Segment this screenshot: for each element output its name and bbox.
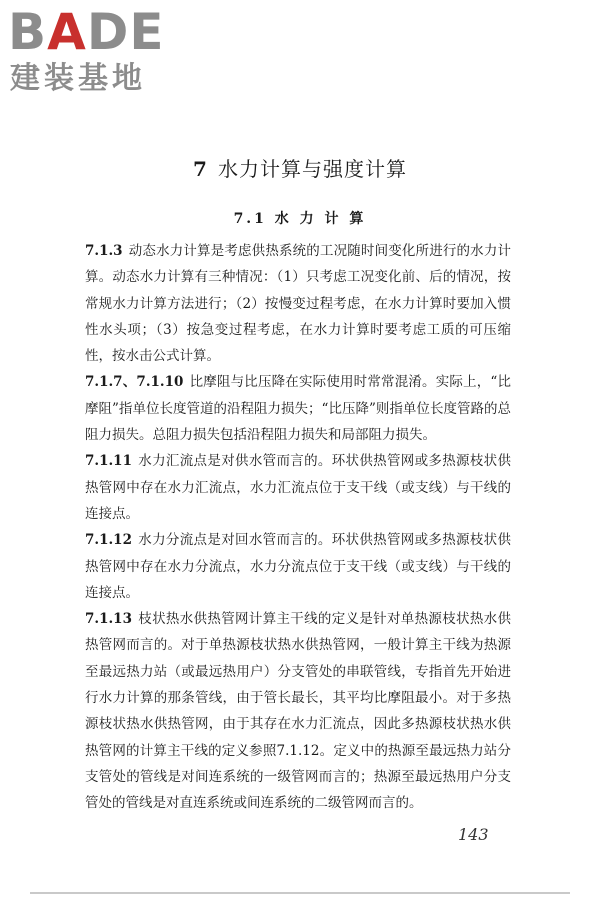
body-text [85,238,511,817]
clause-number: 7.1.3 [85,243,123,259]
chapter-title-text: 水力计算与强度计算 [217,157,407,181]
logo-wordmark: BADE [8,3,165,61]
section-title: 7.1 水 力 计 算 [233,211,367,227]
clause-text: 水力分流点是对回水管而言的。环状供热管网或多热源枝状供热管网中存在水力分流点，水力分流点位于支干线（或支线）与干线的连接点。 [85,532,511,601]
brand-logo [6,4,186,96]
clause-number: 7.1.11 [85,453,132,470]
logo-subtitle: 建装基地 [10,61,146,96]
clause-number: 7.1.12 [85,532,132,549]
clause-number: 7.1.13 [85,611,132,628]
clause-paragraph [85,448,511,527]
page-divider [30,892,570,894]
clause-text: 水力汇流点是对供水管而言的。环状供热管网或多热源枝状供热管网中存在水力汇流点，水力汇流点位于支干线（或支线）与干线的连接点。 [85,453,511,522]
clause-text: 动态水力计算是考虑供热系统的工况随时间变化所进行的水力计算。动态水力计算有三种情况：（1）只考虑工况变化前、后的情况，按常规水力计算方法进行；（2）按慢变过程考虑，在水力计算时要加入惯性水头项；（3）按急变过程考虑，在水力计算时要考虑工质的可压缩性，按水击公式计算。 [85,243,511,365]
clause-paragraph [85,238,511,369]
chapter-number: 7 [193,157,208,181]
page-number: 143 [458,825,489,844]
chapter-title [0,153,600,182]
clause-number: 7.1.7、7.1.10 [85,374,184,391]
clause-paragraph [85,606,511,816]
clause-text: 枝状热水供热管网计算主干线的定义是针对单热源枝状热水供热管网而言的。对于单热源枝状热水供热管网，一般计算主干线为热源至最远热力站（或最远热用户）分支管处的串联管线，专指首先开始进行水力计算的那条管线，由于管长最长，其平均比摩阻最小。对于多热源枝状热水供热管网，由于其存在水力汇流点，因此多热源枝状热水供热管网的计算主干线的定义参照7.1.12。定义中的热源至最远热力站分支管处的管线是对间连系统的一级管网而言的；热源至最远热用户分支管处的管线是对直连系统或间连系统的二级管网而言的。 [85,611,511,812]
clause-text: 比摩阻与比压降在实际使用时常常混淆。实际上，“比摩阻”指单位长度管道的沿程阻力损失；“比压降”则指单位长度管路的总阻力损失。总阻力损失包括沿程阻力损失和局部阻力损失。 [85,374,511,444]
clause-paragraph [85,369,511,448]
clause-paragraph [85,527,511,606]
